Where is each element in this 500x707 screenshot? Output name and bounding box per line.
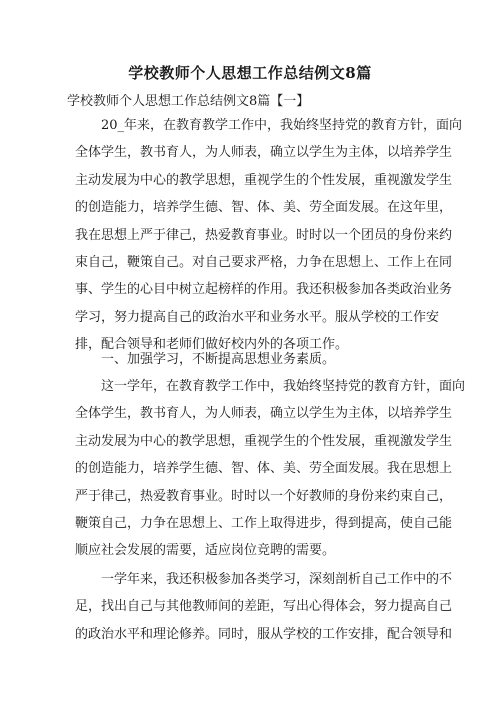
paragraph-line: 的创造能力，培养学生德、智、体、美、劳全面发展。在这年里， xyxy=(75,200,453,216)
paragraph-line: 我在思想上严于律己，热爱教育事业。时时以一个团员的身份来约 xyxy=(75,227,453,243)
paragraph-line: 鞭策自己，力争在思想上、工作上取得进步，得到提高，使自己能 xyxy=(75,515,453,531)
section-heading-text: 一、加强学习，不断提高思想业务素质。 xyxy=(101,352,336,367)
paragraph-line: 主动发展为中心的教学思想，重视学生的个性发展，重视激发学生 xyxy=(75,172,453,188)
paragraph-2 xyxy=(75,373,466,565)
document-title: 学校教师个人思想工作总结例文8篇 xyxy=(128,64,372,82)
paragraph-line: 主动发展为中心的教学思想，重视学生的个性发展，重视激发学生 xyxy=(75,433,453,449)
paragraph-line: 事、学生的心目中树立起榜样的作用。我还积极参加各类政治业务 xyxy=(75,282,453,298)
paragraph-line: 足，找出自己与其他教师间的差距，写出心得体会，努力提高自己 xyxy=(75,599,453,615)
document-subtitle: 学校教师个人思想工作总结例文8篇【一】 xyxy=(67,94,310,109)
paragraph-line: 全体学生，教书育人，为人师表，确立以学生为主体，以培养学生 xyxy=(75,145,453,161)
paragraph-line: 顺应社会发展的需要，适应岗位竞聘的需要。 xyxy=(75,543,336,559)
paragraph-line: 全体学生，教书育人，为人师表，确立以学生为主体，以培养学生 xyxy=(75,406,453,422)
paragraph-line: 的政治水平和理论修养。同时，服从学校的工作安排，配合领导和 xyxy=(75,626,453,642)
paragraph-line: 束自己，鞭策自己。对自己要求严格，力争在思想上、工作上在同 xyxy=(75,254,453,270)
paragraph-1 xyxy=(75,112,463,359)
section-heading xyxy=(75,346,435,373)
paragraph-line: 这一学年，在教育教学工作中，我始终坚持党的教育方针，面向 xyxy=(101,379,466,394)
paragraph-line: 20_年来，在教育教学工作中，我始终坚持党的教育方针，面向 xyxy=(101,118,463,133)
paragraph-line: 学习，努力提高自己的政治水平和业务水平。服从学校的工作安 xyxy=(75,309,440,325)
paragraph-line: 的创造能力，培养学生德、智、体、美、劳全面发展。我在思想上 xyxy=(75,461,453,477)
paragraph-line: 严于律己，热爱教育事业。时时以一个好教师的身份来约束自己， xyxy=(75,488,453,504)
paragraph-line: 排，配合领导和老师们做好校内外的各项工作。 xyxy=(75,337,349,353)
paragraph-line: 一学年来，我还积极参加各类学习，深刻剖析自己工作中的不 xyxy=(101,572,453,587)
paragraph-3 xyxy=(75,566,453,648)
